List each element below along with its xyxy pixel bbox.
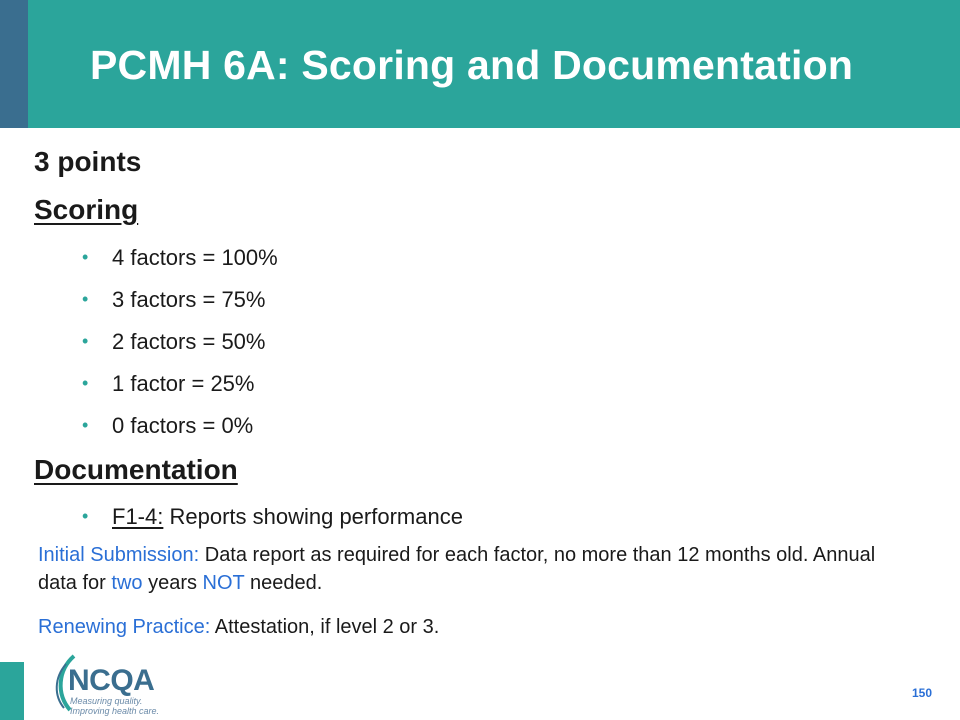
bullet-icon: •	[82, 506, 89, 526]
scoring-item: • 1 factor = 25%	[82, 371, 255, 396]
logo-name: NCQA	[68, 664, 155, 697]
initial-submission-label: Initial Submission:	[38, 544, 200, 566]
scoring-item: • 2 factors = 50%	[82, 329, 266, 354]
two-highlight: two	[111, 572, 143, 594]
bullet-icon: •	[82, 373, 89, 393]
scoring-heading: Scoring	[34, 194, 139, 225]
slide-title: PCMH 6A: Scoring and Documentation	[90, 42, 854, 88]
bullet-icon: •	[82, 247, 89, 267]
renewing-practice-note: Renewing Practice: Attestation, if level 2 or 3.	[38, 616, 440, 638]
bullet-icon: •	[82, 415, 89, 435]
logo-tagline: Measuring quality. Improving health care.	[70, 696, 160, 716]
footer-accent-bar	[0, 662, 24, 720]
scoring-item: • 3 factors = 75%	[82, 287, 266, 312]
factor-text: Reports showing performance	[163, 504, 463, 529]
page-number: 150	[911, 686, 932, 700]
points-heading: 3 points	[34, 146, 142, 177]
renewing-practice-label: Renewing Practice:	[38, 616, 211, 638]
bullet-icon: •	[82, 331, 89, 351]
bullet-icon: •	[82, 289, 89, 309]
documentation-item	[82, 503, 463, 530]
scoring-item: • 0 factors = 0%	[82, 413, 254, 438]
initial-submission-note: Initial Submission: Data report as required for each factor, no more than 12 months old. Annual data for two years NOT needed.	[38, 544, 876, 594]
not-highlight: NOT	[202, 572, 245, 594]
scoring-item: • 4 factors = 100%	[82, 245, 278, 270]
factor-label: F1-4:	[112, 504, 164, 529]
documentation-heading: Documentation	[34, 454, 238, 485]
